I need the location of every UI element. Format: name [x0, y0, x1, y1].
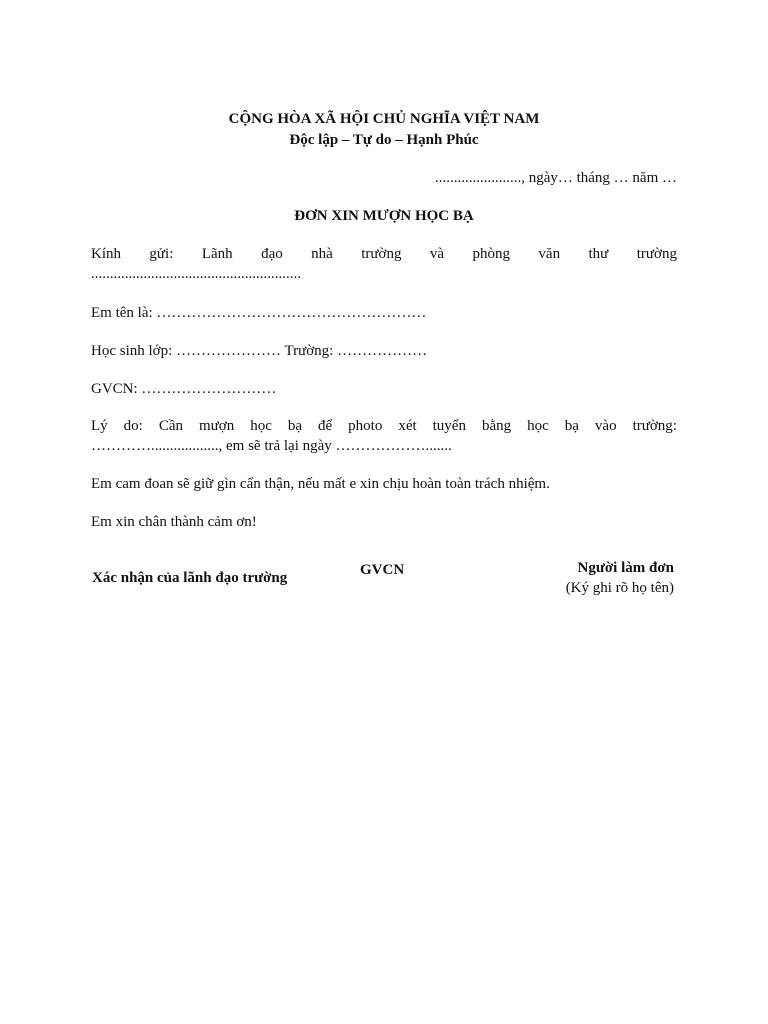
homeroom-teacher-line: GVCN: ……………………… [91, 381, 277, 397]
word: bạ [564, 418, 579, 434]
word: học [250, 418, 272, 434]
student-class-line: Học sinh lớp: ………………… Trường: ……………… [91, 343, 428, 359]
word: bằng [481, 418, 512, 434]
word: Cần [158, 418, 183, 434]
principal-confirmation-label: Xác nhận của lãnh đạo trường [92, 570, 288, 586]
word: và [429, 246, 445, 262]
applicant-signature-label: Người làm đơn [577, 560, 674, 576]
homeroom-teacher-signature-label: GVCN [360, 562, 405, 578]
word: văn [538, 246, 561, 262]
applicant-signature-block [534, 558, 674, 598]
word: Lãnh [201, 246, 233, 262]
word: xét [398, 418, 417, 434]
addressee-line-2: ........................................................ [91, 266, 301, 282]
word: thư [588, 246, 609, 262]
word: phòng [472, 246, 510, 262]
word: trường: [632, 418, 677, 434]
word: học [527, 418, 549, 434]
word: vào [594, 418, 617, 434]
nation-heading: CỘNG HÒA XÃ HỘI CHỦ NGHĨA VIỆT NAM [228, 111, 540, 127]
word: mượn [198, 418, 235, 434]
applicant-signature-note: (Ký ghi rõ họ tên) [565, 580, 674, 596]
motto-heading: Độc lập – Tự do – Hạnh Phúc [289, 132, 479, 148]
word: Kính [91, 246, 121, 262]
word: đạo [261, 246, 283, 262]
word: để [318, 418, 333, 434]
document-title: ĐƠN XIN MƯỢN HỌC BẠ [294, 208, 474, 224]
thanks-line: Em xin chân thành cảm ơn! [91, 514, 257, 530]
addressee-paragraph [91, 244, 677, 284]
reason-line-1 [91, 416, 677, 436]
reason-paragraph [91, 416, 677, 456]
reason-line-2: ………….................., em sẽ trả lại ngày ………………....... [91, 438, 452, 454]
word: trường [361, 246, 402, 262]
word: Lý [91, 418, 108, 434]
word: bạ [287, 418, 303, 434]
word: gửi: [149, 246, 174, 262]
word: photo [348, 418, 383, 434]
commitment-line: Em cam đoan sẽ giữ gìn cẩn thận, nếu mất e xin chịu hoàn toàn trách nhiệm. [91, 476, 550, 492]
word: nhà [311, 246, 333, 262]
date-line: ......................., ngày… tháng … năm … [434, 170, 677, 186]
addressee-line-1 [91, 244, 677, 264]
word: tuyển [432, 418, 466, 434]
word: do: [123, 418, 143, 434]
word: trường [636, 246, 677, 262]
student-name-line: Em tên là: ……………………………………………… [91, 305, 427, 321]
